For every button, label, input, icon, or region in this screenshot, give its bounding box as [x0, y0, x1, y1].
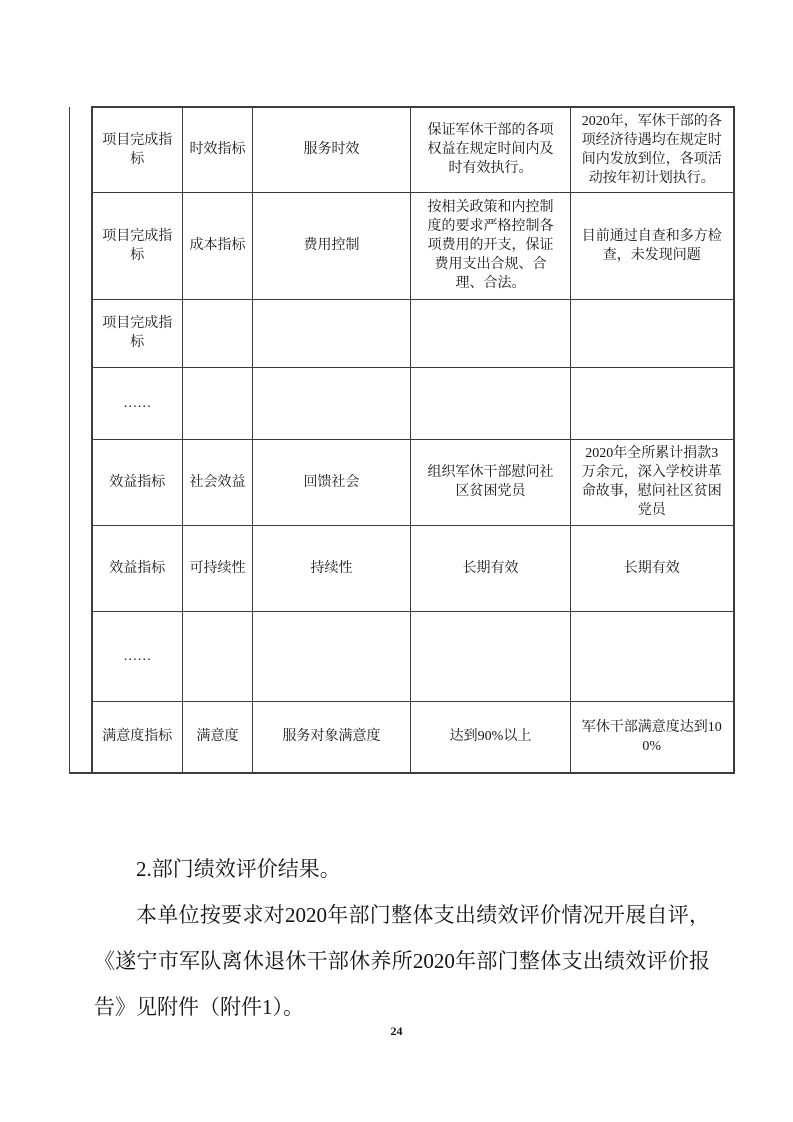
table-cell: 满意度 — [183, 701, 253, 773]
table-cell — [253, 299, 411, 367]
table-cell — [253, 611, 411, 701]
table-cell-continued-column — [70, 107, 92, 773]
section-heading: 2.部门绩效评价结果。 — [136, 857, 341, 881]
table-cell — [183, 367, 253, 439]
table-cell: 项目完成指标 — [92, 107, 183, 192]
table-cell: 军休干部满意度达到100% — [571, 701, 734, 773]
table-cell — [253, 367, 411, 439]
table-cell: 项目完成指标 — [92, 299, 183, 367]
table-cell: 组织军休干部慰问社区贫困党员 — [411, 439, 571, 525]
table-row — [70, 525, 734, 611]
table-cell: 项目完成指标 — [92, 192, 183, 299]
table-row — [70, 611, 734, 701]
body-paragraph: 本单位按要求对2020年部门整体支出绩效评价情况开展自评，《遂宁市军队离休退休干部休养所2020年部门整体支出绩效评价报告》见附件（附件1）。 — [94, 903, 710, 1019]
table-cell — [571, 299, 734, 367]
performance-indicator-table — [69, 106, 735, 774]
table-cell: 目前通过自查和多方检查，未发现问题 — [571, 192, 734, 299]
table-cell: 服务时效 — [253, 107, 411, 192]
table-cell: 达到90%以上 — [411, 701, 571, 773]
table-cell: 保证军休干部的各项权益在规定时间内及时有效执行。 — [411, 107, 571, 192]
table-cell: 回馈社会 — [253, 439, 411, 525]
body-text-block — [94, 846, 710, 1030]
table-cell — [183, 299, 253, 367]
page-number: 24 — [390, 1024, 403, 1038]
table-cell: 效益指标 — [92, 525, 183, 611]
table-cell: 2020年全所累计捐款3万余元，深入学校讲革命故事，慰问社区贫困党员 — [571, 439, 734, 525]
table-cell: 社会效益 — [183, 439, 253, 525]
table-cell: 时效指标 — [183, 107, 253, 192]
table-cell: 服务对象满意度 — [253, 701, 411, 773]
table-row — [70, 192, 734, 299]
table-cell — [183, 611, 253, 701]
table-cell: 持续性 — [253, 525, 411, 611]
table-cell: …… — [92, 611, 183, 701]
table-cell — [411, 367, 571, 439]
table-cell: 长期有效 — [411, 525, 571, 611]
table-cell — [571, 367, 734, 439]
table-row — [70, 107, 734, 192]
table-row — [70, 439, 734, 525]
table-row — [70, 299, 734, 367]
table-cell: 可持续性 — [183, 525, 253, 611]
table-cell: 2020年，军休干部的各项经济待遇均在规定时间内发放到位，各项活动按年初计划执行。 — [571, 107, 734, 192]
table-cell: …… — [92, 367, 183, 439]
table-cell: 长期有效 — [571, 525, 734, 611]
table-row — [70, 367, 734, 439]
table-cell: 费用控制 — [253, 192, 411, 299]
table-cell — [411, 611, 571, 701]
table-cell: 效益指标 — [92, 439, 183, 525]
table-cell — [571, 611, 734, 701]
table-cell: 成本指标 — [183, 192, 253, 299]
table-cell: 满意度指标 — [92, 701, 183, 773]
table-cell — [411, 299, 571, 367]
table-row — [70, 701, 734, 773]
table-cell: 按相关政策和内控制度的要求严格控制各项费用的开支，保证费用支出合规、合理、合法。 — [411, 192, 571, 299]
